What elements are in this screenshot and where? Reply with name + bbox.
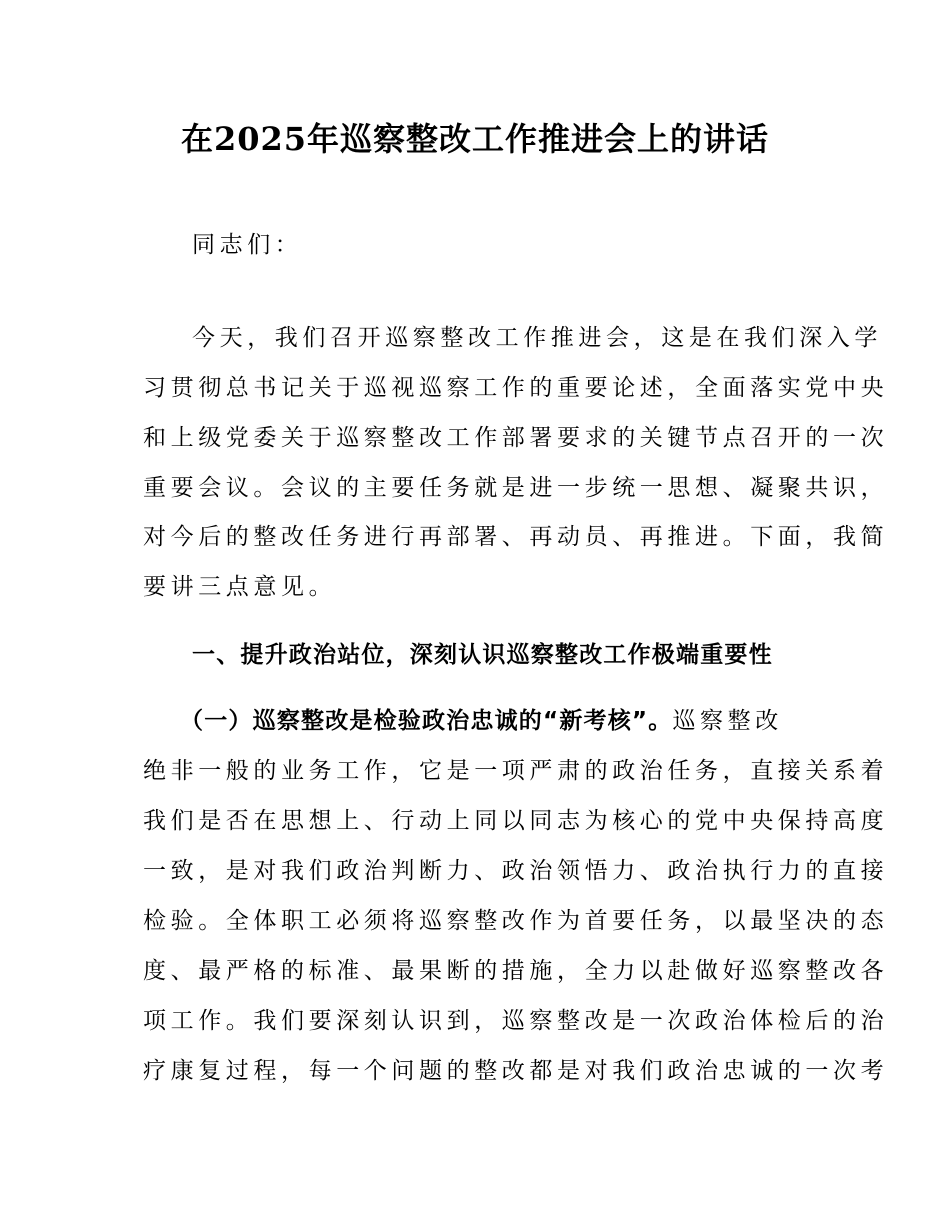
paragraph-line: 度、最严格的标准、最果断的措施，全力以赴做好巡察整改各 [143,958,889,984]
document-title: 在2025年巡察整改工作推进会上的讲话 [180,120,770,158]
salutation: 同志们： [192,232,303,258]
paragraph-line: 对今后的整改任务进行再部署、再动员、再推进。下面，我简 [143,524,889,550]
subsection-heading: （一）巡察整改是检验政治忠诚的“新考核”。 [180,708,673,734]
subsection-text-start: 巡察整改 [672,708,783,734]
paragraph-line: 绝非一般的业务工作，它是一项严肃的政治任务，直接关系着 [143,758,889,784]
paragraph-line: 我们是否在思想上、行动上同以同志为核心的党中央保持高度 [143,808,889,834]
paragraph-line: 一致，是对我们政治判断力、政治领悟力、政治执行力的直接 [143,858,889,884]
paragraph-line: 项工作。我们要深刻认识到，巡察整改是一次政治体检后的治 [143,1008,889,1034]
subsection-first-line [180,706,850,736]
paragraph-line: 检验。全体职工必须将巡察整改作为首要任务，以最坚决的态 [143,908,889,934]
paragraph-line: 要讲三点意见。 [143,574,337,600]
paragraph-line: 重要会议。会议的主要任务就是进一步统一思想、凝聚共识， [143,475,889,501]
paragraph-line: 和上级党委关于巡察整改工作部署要求的关键节点召开的一次 [143,425,889,451]
paragraph-line: 今天，我们召开巡察整改工作推进会，这是在我们深入学 [192,325,882,351]
section-heading: 一、提升政治站位，深刻认识巡察整改工作极端重要性 [192,642,773,668]
paragraph-line: 疗康复过程，每一个问题的整改都是对我们政治忠诚的一次考 [143,1058,889,1084]
paragraph-line: 习贯彻总书记关于巡视巡察工作的重要论述，全面落实党中央 [143,375,889,401]
